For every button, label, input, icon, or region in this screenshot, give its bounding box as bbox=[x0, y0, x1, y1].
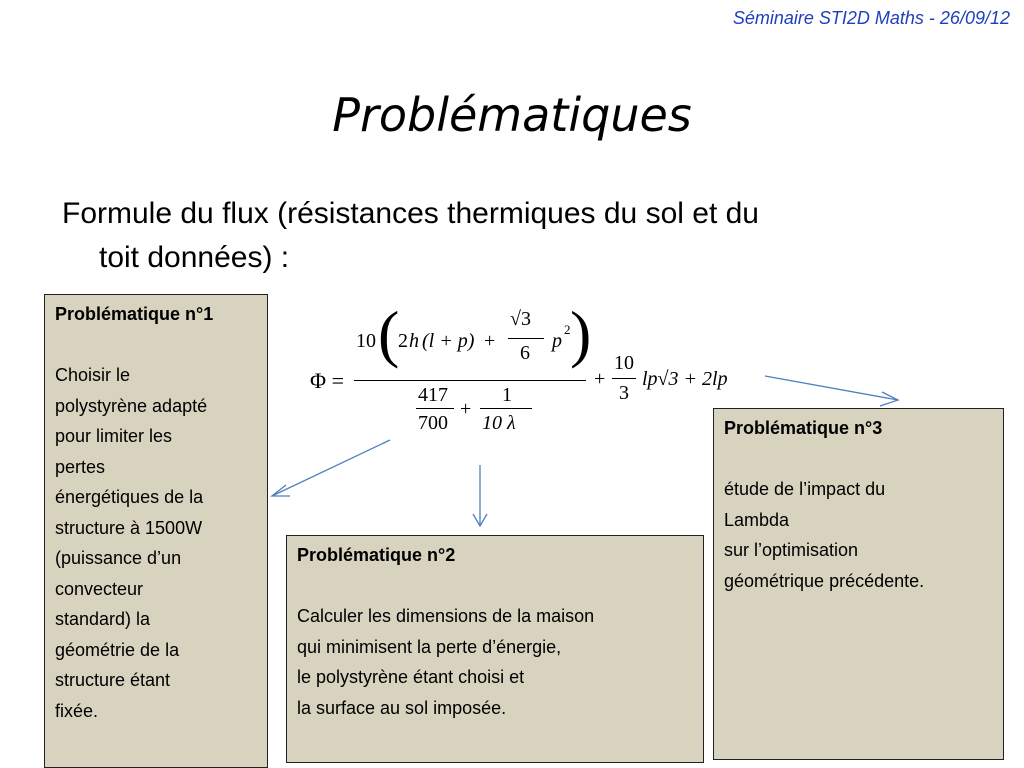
formula-six: 6 bbox=[520, 342, 530, 364]
arrow-to-problem-3 bbox=[765, 376, 898, 400]
problem-2-line: le polystyrène étant choisi et bbox=[297, 667, 525, 687]
arrow-head-2 bbox=[473, 514, 487, 526]
arrow-head-3 bbox=[880, 392, 898, 406]
problem-2-title: Problématique n°2 bbox=[297, 545, 456, 565]
intro-line-2: toit données) : bbox=[99, 241, 290, 274]
formula-ten-lambda: 10 λ bbox=[482, 412, 516, 434]
formula-plus-2: + bbox=[594, 368, 606, 390]
formula-one-bar bbox=[480, 408, 532, 409]
formula-417: 417 bbox=[418, 384, 448, 406]
problem-3-line: étude de l’impact du bbox=[724, 479, 886, 499]
problem-1-line: (puissance d’un bbox=[55, 548, 182, 568]
problem-3-line: Lambda bbox=[724, 509, 790, 530]
formula-n10-bar bbox=[612, 378, 636, 379]
problem-1-line: convecteur bbox=[55, 578, 144, 599]
problem-1-box bbox=[44, 294, 268, 768]
flux-formula bbox=[308, 300, 768, 448]
formula-l-plus-p: (l + p) bbox=[422, 330, 475, 352]
problem-3-line: géométrique précédente. bbox=[724, 570, 925, 591]
problem-1-line: fixée. bbox=[55, 700, 99, 721]
problem-2-line: qui minimisent la perte d’énergie, bbox=[297, 636, 562, 657]
intro-text bbox=[62, 192, 942, 280]
slide-header: Séminaire STI2D Maths - 26/09/12 bbox=[732, 8, 1010, 28]
formula-main-bar bbox=[354, 380, 586, 381]
formula-n10: 10 bbox=[614, 352, 634, 374]
formula-700: 700 bbox=[418, 412, 448, 434]
problem-1-line: structure étant bbox=[55, 670, 171, 690]
formula-dplus: + bbox=[460, 398, 472, 420]
problem-1-line: pour limiter les bbox=[55, 426, 173, 446]
formula-h: h bbox=[409, 330, 419, 352]
problem-1-line: pertes bbox=[55, 456, 106, 477]
problem-2-line: Calculer les dimensions de la maison bbox=[297, 606, 595, 626]
problem-2-line: la surface au sol imposée. bbox=[297, 697, 507, 718]
problem-1-line: géométrie de la bbox=[55, 639, 180, 660]
formula-sqrt3-bar bbox=[508, 338, 544, 339]
problem-1-line: Choisir le bbox=[55, 365, 131, 385]
formula-p: p bbox=[552, 330, 562, 352]
problem-1-line: énergétiques de la bbox=[55, 487, 204, 507]
arrow-head-1 bbox=[272, 485, 290, 496]
intro-line-1: Formule du flux (résistances thermiques du sol et du bbox=[62, 197, 759, 230]
formula-one: 1 bbox=[502, 384, 512, 406]
formula-417-bar bbox=[416, 408, 454, 409]
arrow-to-problem-1 bbox=[272, 440, 390, 496]
problem-1-line: structure à 1500W bbox=[55, 517, 203, 538]
formula-sqrt3: √3 bbox=[510, 308, 531, 330]
formula-tail: lp√3 + 2lp bbox=[642, 368, 728, 390]
problem-1-line: polystyrène adapté bbox=[55, 395, 208, 416]
formula-paren-right: ) bbox=[570, 298, 592, 369]
slide-title: Problématiques bbox=[332, 88, 692, 142]
problem-3-box bbox=[713, 408, 1004, 760]
formula-paren-left: ( bbox=[378, 298, 400, 369]
formula-d3: 3 bbox=[619, 382, 629, 404]
problem-2-box bbox=[286, 535, 704, 763]
formula-square: 2 bbox=[564, 322, 571, 337]
formula-phi: Φ = bbox=[310, 368, 344, 393]
problem-1-line: standard) la bbox=[55, 609, 151, 629]
formula-plus-1: + bbox=[484, 330, 496, 352]
problem-3-title: Problématique n°3 bbox=[724, 418, 883, 438]
formula-two: 2 bbox=[398, 330, 408, 352]
problem-1-title: Problématique n°1 bbox=[55, 304, 214, 324]
formula-ten: 10 bbox=[356, 330, 376, 352]
problem-3-line: sur l’optimisation bbox=[724, 540, 859, 560]
